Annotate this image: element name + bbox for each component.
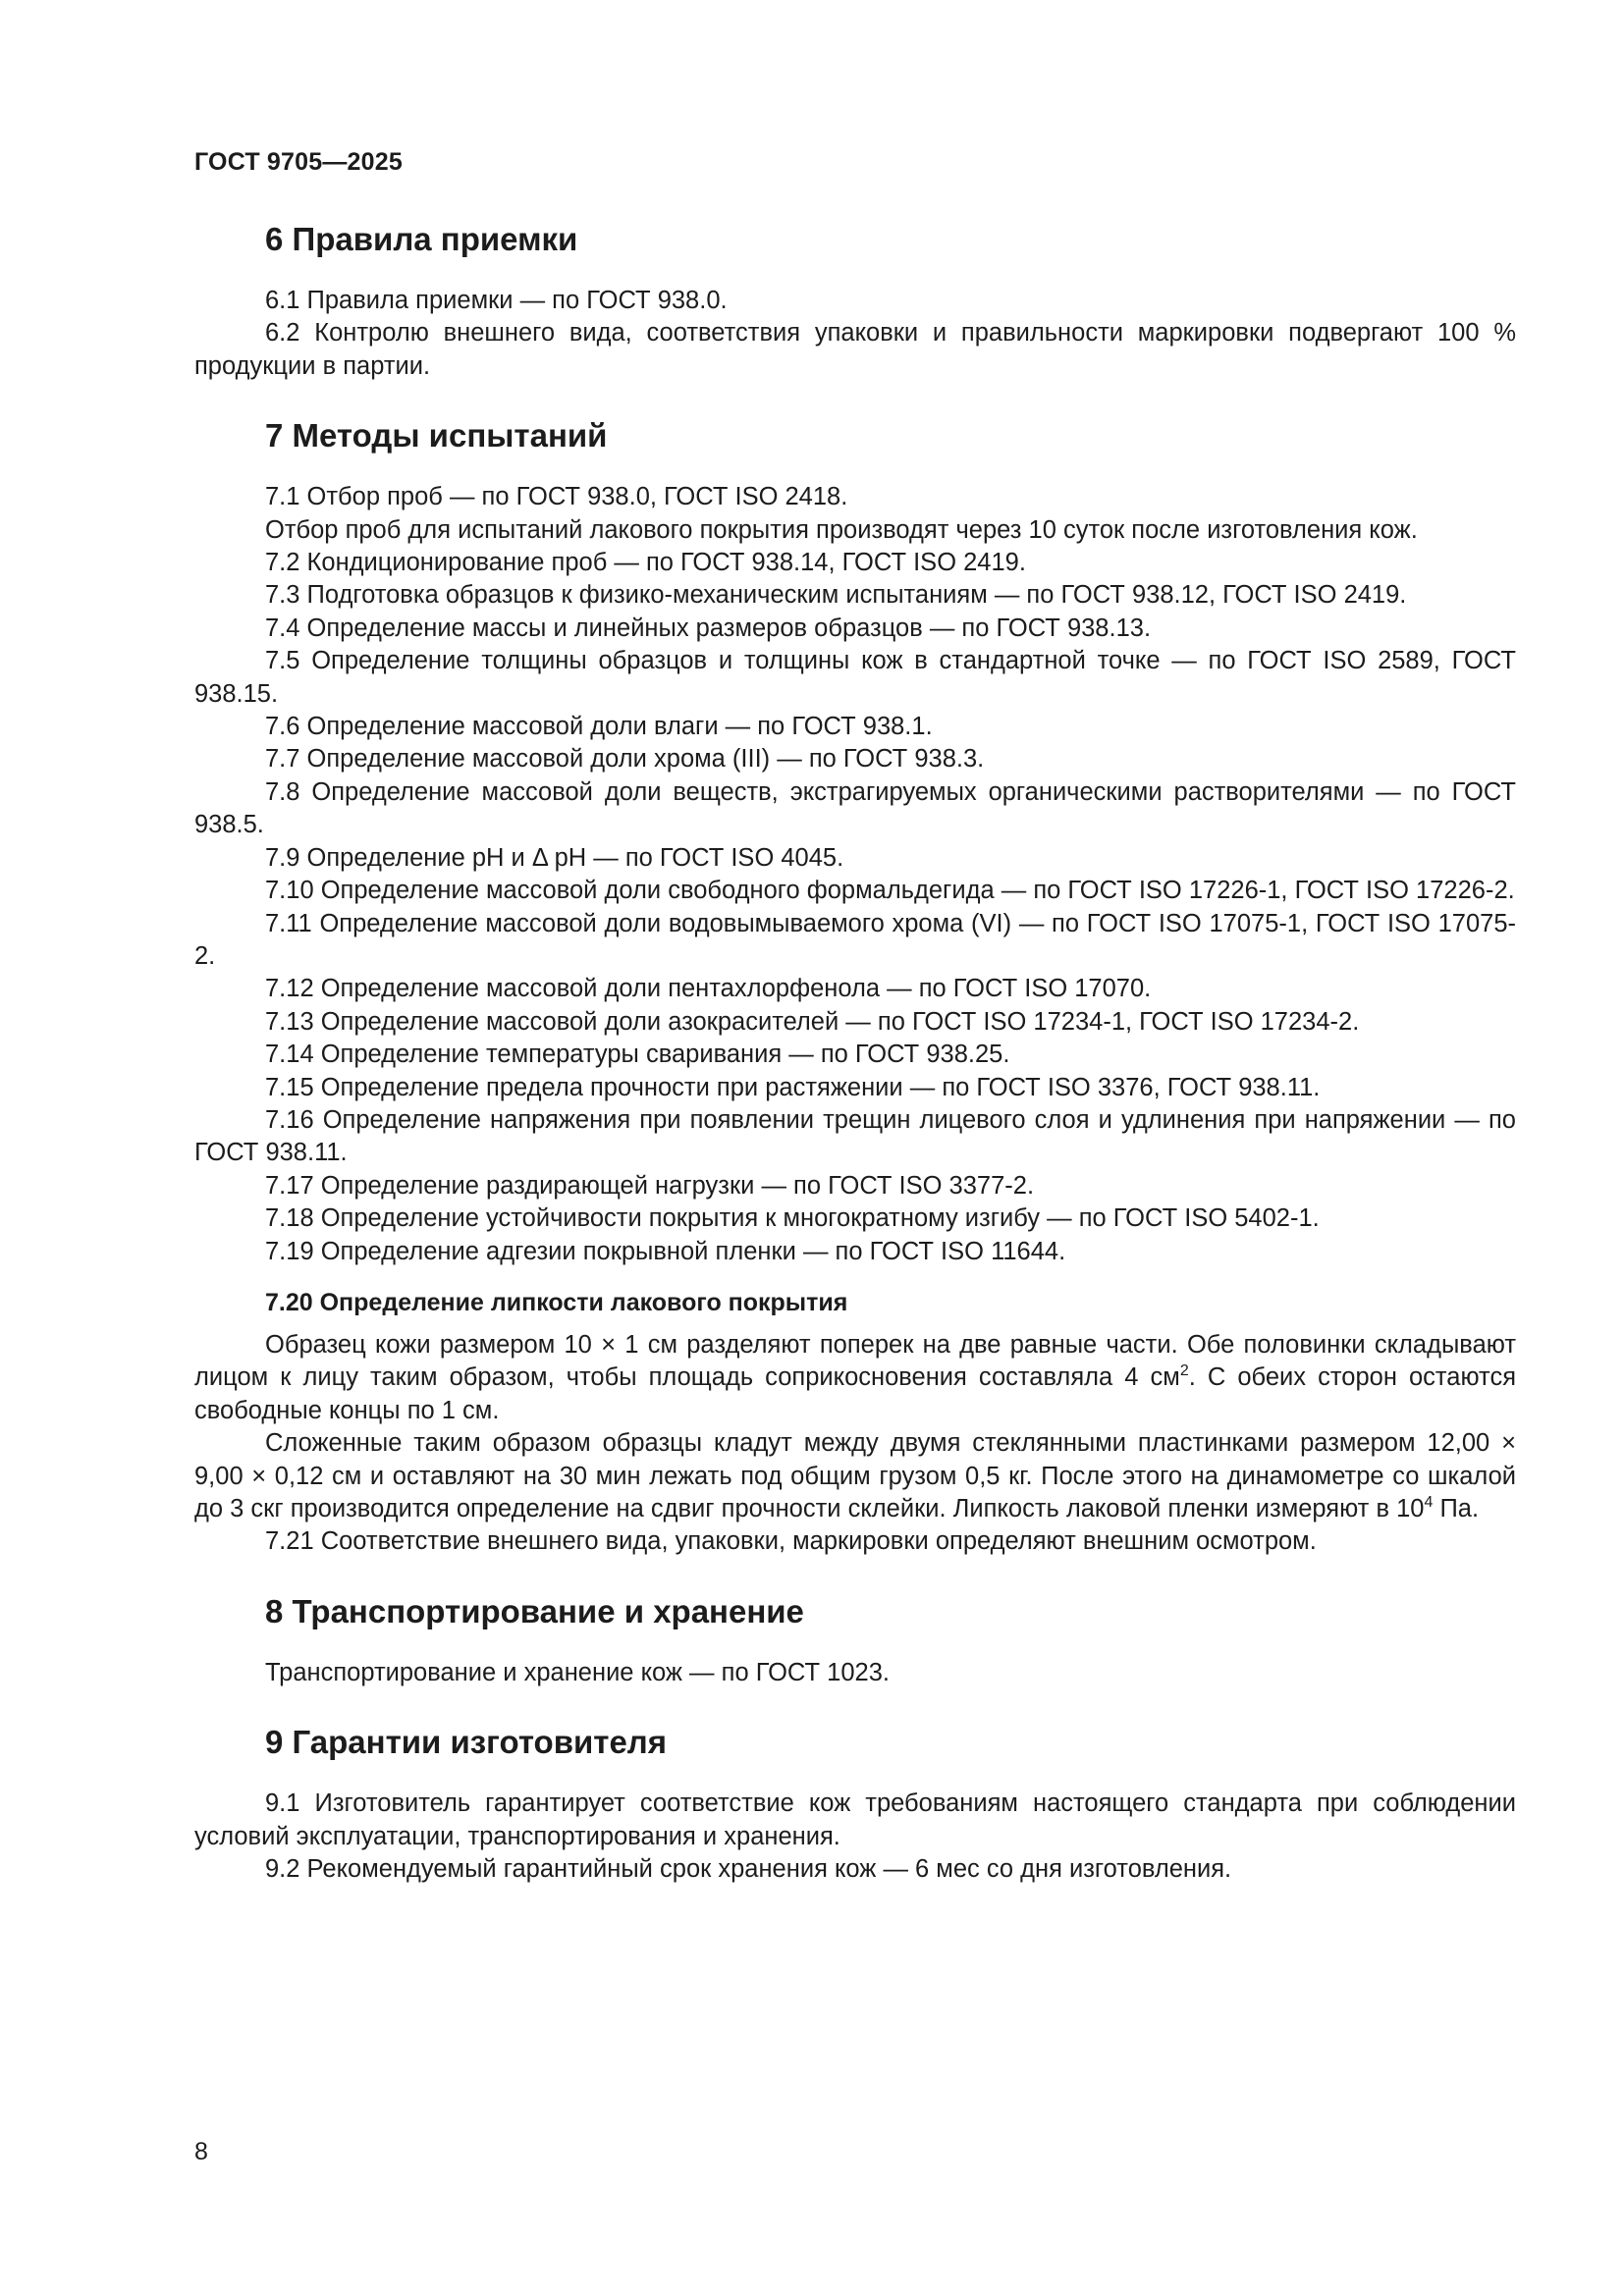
paragraph: 7.16 Определение напряжения при появлении трещин лицевого слоя и удлинения при напряжении — по ГОСТ 938.11. <box>194 1105 1516 1167</box>
section-heading: 9 Гарантии изготовителя <box>265 1724 668 1761</box>
paragraph: 7.6 Определение массовой доли влаги — по ГОСТ 938.1. <box>265 713 933 741</box>
section-8 <box>194 1592 1516 1689</box>
section-heading: 6 Правила приемки <box>265 221 578 257</box>
paragraph: 7.19 Определение адгезии покрывной пленки — по ГОСТ ISO 11644. <box>265 1237 1066 1265</box>
section-6 <box>194 220 1516 383</box>
paragraph: Транспортирование и хранение кож — по ГОСТ 1023. <box>265 1658 890 1686</box>
paragraph: 7.18 Определение устойчивости покрытия к многократному изгибу — по ГОСТ ISO 5402-1. <box>265 1204 1320 1233</box>
paragraph: 7.3 Подготовка образцов к физико-механическим испытаниям — по ГОСТ 938.12, ГОСТ ISO 2419. <box>265 581 1407 610</box>
paragraph: 7.12 Определение массовой доли пентахлорфенола — по ГОСТ ISO 17070. <box>265 975 1152 1003</box>
paragraph: 7.4 Определение массы и линейных размеров образцов — по ГОСТ 938.13. <box>265 614 1152 642</box>
paragraph: 6.1 Правила приемки — по ГОСТ 938.0. <box>265 287 728 314</box>
text-run: Па. <box>1433 1495 1480 1522</box>
text-run: Сложенные таким образом образцы кладут между двумя стеклянными пластинками размером 12,00 × 9,00 × 0,12 см и оставляют на 30 мин лежать под общим грузом 0,5 кг. После этого на динамометре со шкалой до 3 скг производится определение на сдвиг прочности склейки. Липкость лаковой пленки измеряют в 10 <box>194 1429 1516 1522</box>
paragraph: 9.2 Рекомендуемый гарантийный срок хранения кож — 6 мес со дня изготовления. <box>265 1855 1232 1884</box>
paragraph: 7.13 Определение массовой доли азокрасителей — по ГОСТ ISO 17234-1, ГОСТ ISO 17234-2. <box>265 1007 1360 1036</box>
paragraph: 6.2 Контролю внешнего вида, соответствия упаковки и правильности маркировки подвергают 100 % продукции в партии. <box>194 319 1516 380</box>
paragraph: 7.1 Отбор проб — по ГОСТ 938.0, ГОСТ ISO 2418. <box>265 483 848 511</box>
paragraph: 7.14 Определение температуры сваривания — по ГОСТ 938.25. <box>265 1041 1010 1069</box>
paragraph: 7.5 Определение толщины образцов и толщины кож в стандартной точке — по ГОСТ ISO 2589, ГОСТ 938.15. <box>194 647 1516 708</box>
superscript: 4 <box>1424 1494 1434 1511</box>
text-run: Образец кожи размером 10 × 1 см разделяют поперек на две равные части. Обе половинки складывают лицом к лицу таким образом, чтобы площадь соприкосновения составляла 4 см <box>194 1330 1516 1392</box>
paragraph: 7.21 Соответствие внешнего вида, упаковки, маркировки определяют внешним осмотром. <box>265 1527 1317 1556</box>
section-7 <box>194 416 1516 1559</box>
paragraph: 7.9 Определение pH и Δ pH — по ГОСТ ISO 4045. <box>265 843 844 872</box>
document-header: ГОСТ 9705—2025 <box>194 148 403 176</box>
paragraph: 7.15 Определение предела прочности при растяжении — по ГОСТ ISO 3376, ГОСТ 938.11. <box>265 1073 1321 1101</box>
paragraph: 9.1 Изготовитель гарантирует соответствие кож требованиям настоящего стандарта при соблюдении условий эксплуатации, транспортирования и хранения. <box>194 1789 1516 1850</box>
superscript: 2 <box>1179 1362 1189 1380</box>
paragraph: 7.10 Определение массовой доли свободного формальдегида — по ГОСТ ISO 17226-1, ГОСТ ISO 17226-2. <box>265 877 1515 905</box>
paragraph: Отбор проб для испытаний лакового покрытия производят через 10 суток после изготовления кож. <box>265 515 1418 544</box>
paragraph: 7.17 Определение раздирающей нагрузки — по ГОСТ ISO 3377-2. <box>265 1171 1035 1200</box>
page-number: 8 <box>194 2138 208 2165</box>
subsection-heading: 7.20 Определение липкости лакового покрытия <box>265 1288 848 1316</box>
section-heading: 7 Методы испытаний <box>265 417 608 454</box>
section-9 <box>194 1723 1516 1886</box>
paragraph <box>194 1427 1516 1525</box>
paragraph <box>194 1329 1516 1427</box>
section-7-paragraphs <box>194 481 1516 1268</box>
paragraph: 7.8 Определение массовой доли веществ, экстрагируемых органическими растворителями — по ГОСТ 938.5. <box>194 777 1516 839</box>
section-heading: 8 Транспортирование и хранение <box>265 1592 804 1629</box>
document-body <box>194 220 1516 1919</box>
paragraph: 7.7 Определение массовой доли хрома (III) — по ГОСТ 938.3. <box>265 745 985 774</box>
paragraph: 7.2 Кондиционирование проб — по ГОСТ 938.14, ГОСТ ISO 2419. <box>265 549 1026 577</box>
paragraph: 7.11 Определение массовой доли водовымываемого хрома (VI) — по ГОСТ ISO 17075-1, ГОСТ ISO 17075-2. <box>194 909 1516 970</box>
text-run: . С обеих сторон остаются свободные концы по 1 см. <box>194 1363 1517 1424</box>
